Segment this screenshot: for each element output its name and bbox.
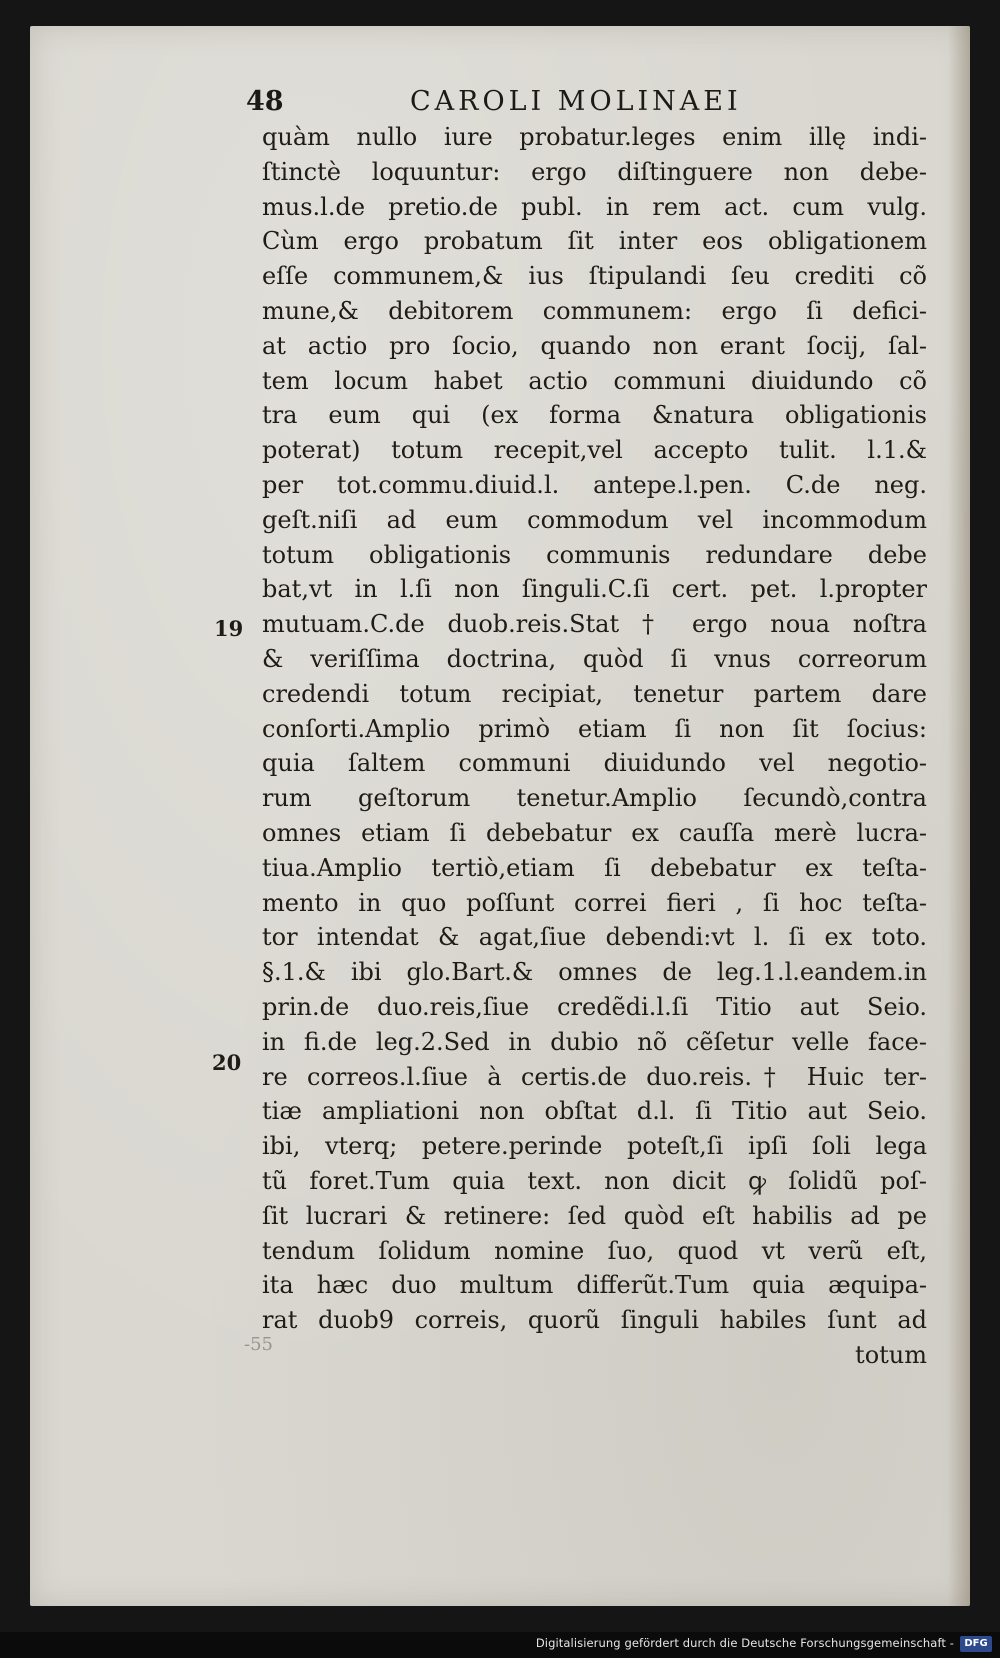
text-line: in fi.de leg.2.Sed in dubio nõ cẽſetur velle face- bbox=[262, 1027, 927, 1056]
text-line: omnes etiam ſi debebatur ex cauſſa merè lucra- bbox=[262, 818, 927, 847]
faint-pencil-mark: -55 bbox=[244, 1334, 273, 1355]
text-line: tũ foret.Tum quia text. non dicit ꝙ ſolidũ poſ- bbox=[262, 1166, 927, 1195]
margin-note-number: 19 bbox=[214, 616, 244, 641]
dfg-logo-icon: DFG bbox=[960, 1636, 992, 1652]
text-line: tendum ſolidum nomine ſuo, quod vt verũ eſt, bbox=[262, 1236, 927, 1265]
text-line: conſorti.Amplio primò etiam ſi non ſit ſocius: bbox=[262, 714, 927, 743]
text-line: re correos.l.ſiue à certis.de duo.reis.† Huic ter- bbox=[262, 1062, 927, 1091]
text-line: ita hæc duo multum differũt.Tum quia æquipa- bbox=[262, 1271, 927, 1300]
margin-note-number: 20 bbox=[212, 1050, 242, 1075]
text-line: tor intendat & agat,ſiue debendi:vt l. ſi ex toto. bbox=[262, 923, 927, 952]
catchword: totum bbox=[855, 1340, 927, 1369]
page-number: 48 bbox=[246, 86, 284, 117]
text-line: §.1.& ibi glo.Bart.& omnes de leg.1.l.eandem.in bbox=[262, 958, 927, 987]
footer-bar bbox=[0, 1632, 1000, 1658]
text-line: mus.l.de pretio.de publ. in rem act. cum vulg. bbox=[262, 192, 927, 221]
page-edge-shadow bbox=[948, 26, 970, 1606]
text-line: quia ſaltem communi diuidundo vel negotio- bbox=[262, 749, 927, 778]
text-line: & veriſſima doctrina, quòd ſi vnus correorum bbox=[262, 644, 927, 673]
text-line: tra eum qui (ex forma &natura obligationis bbox=[262, 401, 927, 430]
text-line: Cùm ergo probatum ſit inter eos obligationem bbox=[262, 227, 927, 256]
text-line: geſt.niſi ad eum commodum vel incommodum bbox=[262, 505, 927, 534]
text-line: totum obligationis communis redundare debe bbox=[262, 540, 927, 569]
text-line: ſtinctè loquuntur: ergo diſtinguere non debe- bbox=[262, 157, 927, 186]
text-line: mutuam.C.de duob.reis.Stat † ergo noua noſtra bbox=[262, 610, 927, 639]
text-line: credendi totum recipiat, tenetur partem dare bbox=[262, 679, 927, 708]
text-line: tiua.Amplio tertiò,etiam ſi debebatur ex teſta- bbox=[262, 853, 927, 882]
text-line: quàm nullo iure probatur.leges enim illę indi- bbox=[262, 123, 927, 151]
text-line: per tot.commu.diuid.l. antepe.l.pen. C.de neg. bbox=[262, 470, 927, 499]
text-line: ſit lucrari & retinere: ſed quòd eſt habilis ad pe bbox=[262, 1201, 927, 1230]
text-line: at actio pro ſocio, quando non erant ſocij, ſal- bbox=[262, 331, 927, 360]
text-line: rat duob9 correis, quorũ ſinguli habiles ſunt ad bbox=[262, 1306, 927, 1335]
text-line: ibi, vterq; petere.perinde poteſt,ſi ipſi ſoli lega bbox=[262, 1132, 927, 1161]
running-title: CAROLI MOLINAEI bbox=[410, 86, 742, 117]
text-line: prin.de duo.reis,ſiue credẽdi.l.ſi Titio aut Seio. bbox=[262, 992, 927, 1021]
text-line: bat,vt in l.ſi non ſinguli.C.ſi cert. pet. l.propter bbox=[262, 575, 927, 604]
text-line: rum geſtorum tenetur.Amplio ſecundò,contra bbox=[262, 784, 927, 813]
text-line: poterat) totum recepit,vel accepto tulit. l.1.& bbox=[262, 436, 927, 465]
text-line: mento in quo poſſunt correi fieri , ſi hoc teſta- bbox=[262, 888, 927, 917]
text-line: mune,& debitorem communem: ergo ſi defici- bbox=[262, 296, 927, 325]
body-text bbox=[262, 120, 927, 1373]
funding-credit: Digitalisierung gefördert durch die Deutsche Forschungsgemeinschaft - bbox=[535, 1636, 954, 1650]
text-line: eſſe communem,& ius ſtipulandi ſeu crediti cõ bbox=[262, 262, 927, 291]
text-line: tiæ ampliationi non obſtat d.l. ſi Titio aut Seio. bbox=[262, 1097, 927, 1126]
text-line: tem locum habet actio communi diuidundo cõ bbox=[262, 366, 927, 395]
